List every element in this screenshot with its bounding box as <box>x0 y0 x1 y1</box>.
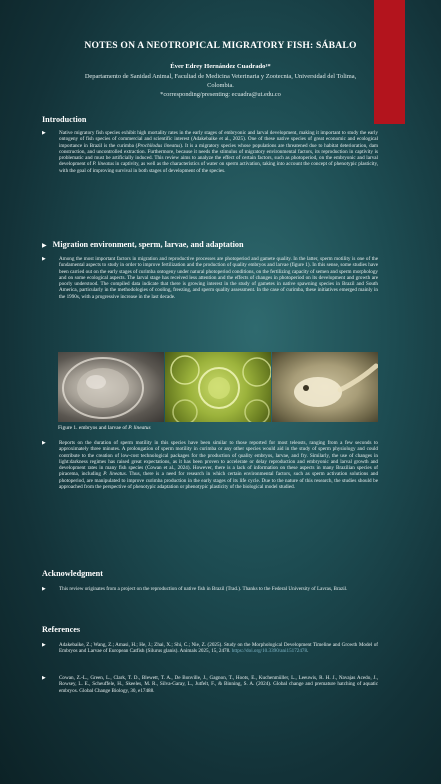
figure-image-larva <box>272 352 378 422</box>
bullet-icon: ▶ <box>42 643 46 648</box>
poster-header <box>0 40 441 99</box>
figure-caption: Figure 1. embryos and larvae of P. lineatus <box>58 425 151 431</box>
reference-item-1: ▶ Adakebaike, Z.; Wang, Z.; Amasi, H.; He, J.; Zhai, X.; Shi, C.; Nie, Z. (2025). Study on the Morphological Development Timeline and Growth Model of Embryos and Larvae of European Catfish (Silurus glanis). Animals 2025, 15, 2478. https://doi.org/10.3390/ani15172478. <box>42 642 378 655</box>
figure-image-embryo <box>58 352 164 422</box>
reference-item-2: ▶ Cowan, Z.-L., Green, L., Clark, T. D., Blewett, T. A., De Bonville, J., Gagnon, T., Hoots, E., Kuchenmüller, L., Leeuwis, R. H. J., Navajas Acedo, J., Rowsey, L. E., Scheuffele, H., Skeeles, M. R., Silva-Garay, L., Jutfelt, F., & Binning, S. A. (2024). Global change and premature hatching of aquatic embryos. Global Change Biology, 30, e17488. <box>42 675 378 694</box>
poster-title: NOTES ON A NEOTROPICAL MIGRATORY FISH: SÁBALO <box>84 40 357 51</box>
introduction-heading: Introduction <box>42 115 87 124</box>
migration-paragraph-1: ▶ Among the most important factors in migration and reproductive processes are photoperiod and gamete quality. In the latter, sperm motility is one of the fundamental aspects to study in order to improve fertilization and the production of quality embryos and larvae (figure 1). In this sense, some studies have been carried out on the early stages of curimba ontogeny under natural photoperiod conditions, on the fertilizing capacity of semen and sperm morphology and on some ecological aspects. The larval stage has received less attention and the effects of changes in photoperiod on its development and growth are poorly understood. The compiled data indicate that there is growing interest in the study of gametes in native spawning species in Brazil and South America, particularly in the methodologies of cooling, freezing, and sperm quality assessment. In the case of curimba, these initiatives emerged mainly in the 1990s, with a progressive increase in the last decade. <box>42 256 378 300</box>
figure-image-embryos-cluster <box>165 352 271 422</box>
affiliation-line-2: Colombia. <box>207 82 234 89</box>
bullet-icon: ▶ <box>42 441 46 446</box>
bullet-icon: ▶ <box>42 257 46 262</box>
affiliation <box>0 72 441 99</box>
bullet-icon: ▶ <box>42 243 47 249</box>
affiliation-line-1: Departamento de Sanidad Animal, Facultad de Medicina Veterinaria y Zootecnia, Universidad del Tolima, <box>84 73 357 80</box>
bullet-icon: ▶ <box>42 131 46 136</box>
migration-heading: ▶ Migration environment, sperm, larvae, and adaptation <box>42 240 244 249</box>
bullet-icon: ▶ <box>42 676 46 681</box>
introduction-paragraph: ▶ Native migratory fish species exhibit high mortality rates in the early stages of embryonic and larval development, making it important to study the early ontogeny of fish species of commercial and scientific interest (Adakebaike et al., 2025). One of these native species of great economic and ecological importance in Brazil is the curimba (Prochilodus lineatus). It is a migratory species whose populations are threatened due to habitat deterioration, dam construction, and uncontrolled extraction. Furthermore, because it needs the stimulus of migratory environmental factors, its reproduction in captivity is problematic and must be artificially induced. This review aims to analyze the effect of certain factors, such as photoperiod, on the embryonic and larval development of P. lineatus in captivity, as well as the characteristics of water on sperm activation, taking into account the concept of phenotypic plasticity, with the goal of improving survival in both stages of development of the species. <box>42 130 379 174</box>
acknowledgment-paragraph: ▶ This review originates from a project on the reproduction of native fish in Brazil (Trad.). Thanks to the Federal University of Lavras, Brazil. <box>42 586 348 592</box>
reference-doi-link[interactable]: https://doi.org/10.3390/ani15172478 <box>231 648 308 655</box>
acknowledgment-heading: Acknowledgment <box>42 569 103 578</box>
bullet-icon: ▶ <box>42 587 46 592</box>
contact-email: *corresponding/presenting: ecuadra@ut.edu.co <box>160 91 281 98</box>
figure-1 <box>58 352 378 422</box>
author-name: Éver Edrey Hernández Cuadrado¹* <box>170 63 271 70</box>
migration-paragraph-2: ▶ Reports on the duration of sperm motility in this species have been similar to those reported for most teleosts, ranging from a few seconds to approximately three minutes. A prolongation of sperm motility in curimba or any other species would aid in the study of sperm physiology and could contribute to the creation of low-cost technological packages for the production of quality embryos, larvae, and fry. Similarly, the use of changes in light:darkness regimes has raised great expectations, as it has been proven to accelerate or delay reproduction and embryonic and larval growth and development rates in many fish species (Cowan et al., 2024). However, there is a lack of information on these aspects in many Brazilian species of piracema, including P. lineatus. Thus, there is a need for research in which certain environmental factors, such as sperm activation solutions and photoperiod, are manipulated to improve curimba production in the early stages of its life cycle. Due to the nature of this research, the studies should be approached from the perspective of phenotypic adaptation or phenotypic plasticity of the biological model studied. <box>42 440 379 490</box>
references-heading: References <box>42 625 81 634</box>
